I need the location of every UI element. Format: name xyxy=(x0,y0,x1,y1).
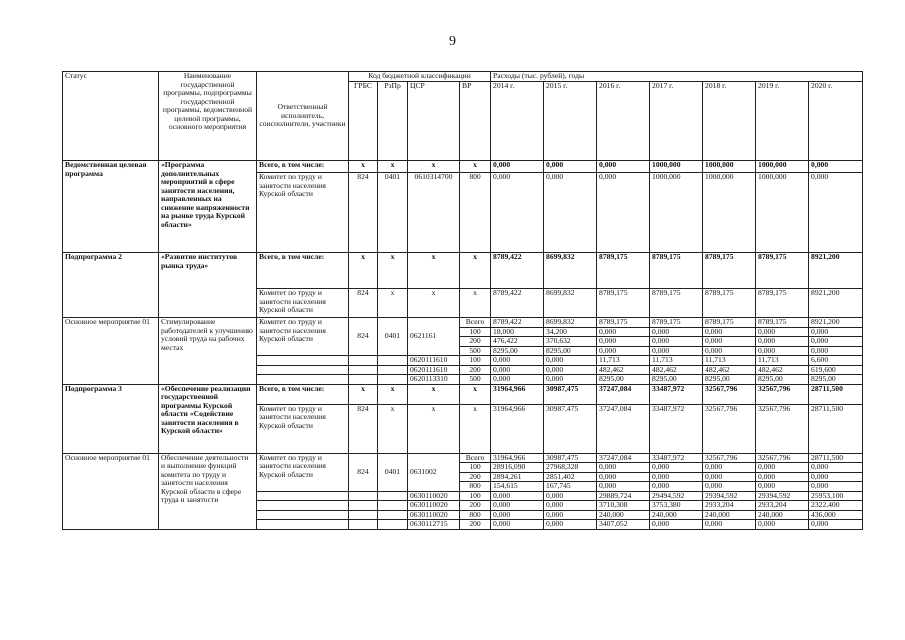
row-rzpr: 0401 xyxy=(378,453,408,491)
row-grbs: 824 xyxy=(349,289,378,318)
cell-value: 31964,966 xyxy=(491,404,544,453)
cell-value: 0,000 xyxy=(544,173,597,253)
cell-value: 0,000 xyxy=(544,501,597,511)
row-vr: Всего xyxy=(460,453,491,463)
cell-value: 482,462 xyxy=(650,365,703,375)
cell-value: 0,000 xyxy=(703,337,756,347)
cell-value: 8789,175 xyxy=(597,289,650,318)
cell-value: 0,000 xyxy=(491,161,544,173)
row-csr: х xyxy=(408,253,460,289)
cell-value: 32567,796 xyxy=(703,453,756,463)
header-year: 2018 г. xyxy=(703,82,756,161)
row-rzpr-blank xyxy=(378,356,408,366)
cell-value: 8789,422 xyxy=(491,289,544,318)
row-responsible-blank xyxy=(257,356,349,366)
cell-value: 0,000 xyxy=(491,510,544,520)
row-vr: 800 xyxy=(460,510,491,520)
cell-value: 29394,592 xyxy=(703,491,756,501)
row-rzpr: х xyxy=(378,289,408,318)
header-year: 2020 г. xyxy=(809,82,863,161)
cell-value: 154,615 xyxy=(491,482,544,492)
row-responsible-blank xyxy=(257,520,349,530)
row-name: «Программа дополнительных мероприятий в сфере занятости населения, направленных на снижение напряженности на рынке труда Курской области» xyxy=(159,161,257,253)
row-grbs: х xyxy=(349,253,378,289)
budget-table xyxy=(62,71,863,530)
cell-value: 0,000 xyxy=(703,327,756,337)
row-rzpr: х xyxy=(378,253,408,289)
cell-value: 32567,796 xyxy=(756,453,809,463)
row-responsible: Комитет по труду и занятости населения Курской области xyxy=(257,289,349,318)
cell-value: 34,200 xyxy=(544,327,597,337)
row-rzpr: 0401 xyxy=(378,318,408,356)
row-grbs-blank xyxy=(349,375,378,385)
cell-value: 33487,972 xyxy=(650,453,703,463)
row-status: Основное мероприятие 01 xyxy=(63,318,159,385)
cell-value: 8295,00 xyxy=(597,375,650,385)
header-row-1 xyxy=(63,72,863,82)
cell-value: 8295,00 xyxy=(544,346,597,356)
cell-value: 37247,084 xyxy=(597,384,650,404)
header-csr: ЦСР xyxy=(408,82,460,161)
row-csr: 0610314700 xyxy=(408,173,460,253)
cell-value: 0,000 xyxy=(491,173,544,253)
row-vr: 200 xyxy=(460,337,491,347)
cell-value: 11,713 xyxy=(703,356,756,366)
cell-value: 2933,204 xyxy=(756,501,809,511)
row-grbs: 824 xyxy=(349,453,378,491)
cell-value: 0,000 xyxy=(597,472,650,482)
cell-value: 0,000 xyxy=(650,482,703,492)
row-grbs: х xyxy=(349,161,378,173)
cell-value: 0,000 xyxy=(544,510,597,520)
cell-value: 0,000 xyxy=(597,173,650,253)
cell-value: 33487,972 xyxy=(650,384,703,404)
row-grbs: 824 xyxy=(349,173,378,253)
cell-value: 2894,261 xyxy=(491,472,544,482)
row-vr: х xyxy=(460,404,491,453)
cell-value: 0,000 xyxy=(597,327,650,337)
cell-value: 31964,966 xyxy=(491,384,544,404)
cell-value: 31964,966 xyxy=(491,453,544,463)
table-row xyxy=(63,318,863,328)
row-name: «Развитие институтов рынка труда» xyxy=(159,253,257,318)
cell-value: 29889,724 xyxy=(597,491,650,501)
cell-value: 0,000 xyxy=(703,346,756,356)
cell-value: 0,000 xyxy=(650,337,703,347)
cell-value: 8295,00 xyxy=(703,375,756,385)
cell-value: 8295,00 xyxy=(756,375,809,385)
row-responsible: Всего, в том числе: xyxy=(257,384,349,404)
row-vr: 200 xyxy=(460,472,491,482)
cell-value: 1000,000 xyxy=(756,173,809,253)
row-grbs: 824 xyxy=(349,318,378,356)
row-csr: 0630112715 xyxy=(408,520,460,530)
cell-value: 8921,200 xyxy=(809,289,863,318)
page-number: 9 xyxy=(449,34,456,49)
cell-value: 0,000 xyxy=(544,356,597,366)
cell-value: 0,000 xyxy=(756,482,809,492)
cell-value: 0,000 xyxy=(650,327,703,337)
cell-value: 8921,200 xyxy=(809,318,863,328)
cell-value: 0,000 xyxy=(597,161,650,173)
table-row xyxy=(63,161,863,173)
cell-value: 0,000 xyxy=(544,491,597,501)
cell-value: 0,000 xyxy=(597,346,650,356)
cell-value: 28711,500 xyxy=(809,453,863,463)
cell-value: 28916,090 xyxy=(491,463,544,473)
cell-value: 0,000 xyxy=(756,463,809,473)
cell-value: 37247,084 xyxy=(597,453,650,463)
header-expenses: Расходы (тыс. рублей), годы xyxy=(491,72,863,82)
header-budget-code: Код бюджетной классификации xyxy=(349,72,491,82)
row-responsible-blank xyxy=(257,501,349,511)
header-year: 2019 г. xyxy=(756,82,809,161)
row-grbs-blank xyxy=(349,501,378,511)
row-rzpr: х xyxy=(378,404,408,453)
cell-value: 0,000 xyxy=(544,161,597,173)
cell-value: 8789,175 xyxy=(756,253,809,289)
cell-value: 8789,422 xyxy=(491,253,544,289)
header-year: 2015 г. xyxy=(544,82,597,161)
row-csr: 0620111610 xyxy=(408,365,460,375)
cell-value: 32567,796 xyxy=(756,404,809,453)
cell-value: 11,713 xyxy=(597,356,650,366)
row-grbs-blank xyxy=(349,520,378,530)
row-responsible: Комитет по труду и занятости населения Курской области xyxy=(257,173,349,253)
cell-value: 6,600 xyxy=(809,356,863,366)
cell-value: 8789,175 xyxy=(756,318,809,328)
row-rzpr-blank xyxy=(378,491,408,501)
cell-value: 240,000 xyxy=(650,510,703,520)
row-csr: х xyxy=(408,289,460,318)
cell-value: 0,000 xyxy=(756,337,809,347)
row-vr: 200 xyxy=(460,501,491,511)
cell-value: 0,000 xyxy=(809,173,863,253)
cell-value: 30987,475 xyxy=(544,384,597,404)
cell-value: 25953,100 xyxy=(809,491,863,501)
row-responsible: Комитет по труду и занятости населения Курской области xyxy=(257,453,349,491)
row-rzpr-blank xyxy=(378,510,408,520)
row-grbs: 824 xyxy=(349,404,378,453)
cell-value: 1000,000 xyxy=(756,161,809,173)
cell-value: 0,000 xyxy=(491,501,544,511)
cell-value: 0,000 xyxy=(491,375,544,385)
row-vr: 500 xyxy=(460,375,491,385)
header-year: 2014 г. xyxy=(491,82,544,161)
cell-value: 0,000 xyxy=(650,463,703,473)
cell-value: 0,000 xyxy=(756,346,809,356)
cell-value: 1000,000 xyxy=(703,161,756,173)
cell-value: 0,000 xyxy=(809,327,863,337)
row-responsible-blank xyxy=(257,375,349,385)
cell-value: 28711,500 xyxy=(809,384,863,404)
cell-value: 8789,175 xyxy=(650,253,703,289)
table-row xyxy=(63,384,863,404)
header-grbs: ГРБС xyxy=(349,82,378,161)
cell-value: 0,000 xyxy=(544,520,597,530)
cell-value: 370,632 xyxy=(544,337,597,347)
cell-value: 3710,308 xyxy=(597,501,650,511)
cell-value: 0,000 xyxy=(809,337,863,347)
header-year: 2017 г. xyxy=(650,82,703,161)
cell-value: 18,000 xyxy=(491,327,544,337)
cell-value: 29494,592 xyxy=(650,491,703,501)
cell-value: 8789,175 xyxy=(650,318,703,328)
table-row xyxy=(63,453,863,463)
cell-value: 11,713 xyxy=(650,356,703,366)
row-csr: х xyxy=(408,161,460,173)
row-vr: х xyxy=(460,289,491,318)
cell-value: 30987,475 xyxy=(544,404,597,453)
cell-value: 0,000 xyxy=(703,463,756,473)
cell-value: 0,000 xyxy=(491,520,544,530)
row-vr: 100 xyxy=(460,327,491,337)
cell-value: 619,600 xyxy=(809,365,863,375)
cell-value: 2851,402 xyxy=(544,472,597,482)
cell-value: 8921,200 xyxy=(809,253,863,289)
cell-value: 0,000 xyxy=(650,346,703,356)
cell-value: 8699,832 xyxy=(544,253,597,289)
cell-value: 30987,475 xyxy=(544,453,597,463)
row-csr: 0630110020 xyxy=(408,510,460,520)
row-responsible-blank xyxy=(257,510,349,520)
cell-value: 8789,175 xyxy=(756,289,809,318)
cell-value: 8699,832 xyxy=(544,318,597,328)
cell-value: 482,462 xyxy=(703,365,756,375)
cell-value: 0,000 xyxy=(597,482,650,492)
cell-value: 8789,175 xyxy=(650,289,703,318)
cell-value: 8789,175 xyxy=(597,253,650,289)
cell-value: 240,000 xyxy=(597,510,650,520)
header-name: Наименование государственной программы, подпрограммы государственной программы, ведомственной целевой программы, основного мероприятия xyxy=(159,72,257,161)
cell-value: 482,462 xyxy=(597,365,650,375)
cell-value: 32567,796 xyxy=(703,404,756,453)
table-row xyxy=(63,253,863,289)
cell-value: 32567,796 xyxy=(756,384,809,404)
cell-value: 0,000 xyxy=(491,365,544,375)
row-responsible-blank xyxy=(257,491,349,501)
cell-value: 32567,796 xyxy=(703,384,756,404)
cell-value: 8295,00 xyxy=(809,375,863,385)
row-status: Подпрограмма 2 xyxy=(63,253,159,318)
cell-value: 0,000 xyxy=(756,520,809,530)
row-vr: 800 xyxy=(460,173,491,253)
row-rzpr: х xyxy=(378,384,408,404)
row-vr: 200 xyxy=(460,520,491,530)
row-csr: 0631002 xyxy=(408,453,460,491)
row-status: Основное мероприятие 01 xyxy=(63,453,159,529)
cell-value: 33487,972 xyxy=(650,404,703,453)
cell-value: 482,462 xyxy=(756,365,809,375)
cell-value: 11,713 xyxy=(756,356,809,366)
cell-value: 240,000 xyxy=(756,510,809,520)
row-grbs: х xyxy=(349,384,378,404)
header-rzpr: РзПр xyxy=(378,82,408,161)
header-status: Статус xyxy=(63,72,159,161)
row-responsible-blank xyxy=(257,365,349,375)
cell-value: 37247,084 xyxy=(597,404,650,453)
cell-value: 0,000 xyxy=(491,356,544,366)
cell-value: 27968,328 xyxy=(544,463,597,473)
row-csr: 0620113310 xyxy=(408,375,460,385)
cell-value: 167,745 xyxy=(544,482,597,492)
cell-value: 0,000 xyxy=(703,482,756,492)
row-vr: 100 xyxy=(460,463,491,473)
row-grbs-blank xyxy=(349,510,378,520)
row-vr: 200 xyxy=(460,365,491,375)
cell-value: 0,000 xyxy=(809,520,863,530)
row-responsible: Всего, в том числе: xyxy=(257,253,349,289)
cell-value: 0,000 xyxy=(809,346,863,356)
cell-value: 8295,00 xyxy=(491,346,544,356)
cell-value: 8789,175 xyxy=(703,318,756,328)
cell-value: 8789,175 xyxy=(597,318,650,328)
cell-value: 0,000 xyxy=(703,472,756,482)
row-status: Подпрограмма 3 xyxy=(63,384,159,453)
row-name: Стимулирование работодателей к улучшению условий труда на рабочих местах xyxy=(159,318,257,385)
row-responsible: Всего, в том числе: xyxy=(257,161,349,173)
row-responsible: Комитет по труду и занятости населения Курской области xyxy=(257,318,349,356)
cell-value: 1000,000 xyxy=(650,161,703,173)
cell-value: 0,000 xyxy=(756,327,809,337)
cell-value: 8295,00 xyxy=(650,375,703,385)
cell-value: 436,000 xyxy=(809,510,863,520)
cell-value: 3407,052 xyxy=(597,520,650,530)
cell-value: 240,000 xyxy=(703,510,756,520)
row-vr: 500 xyxy=(460,346,491,356)
cell-value: 0,000 xyxy=(809,472,863,482)
row-vr: 100 xyxy=(460,356,491,366)
row-csr: х xyxy=(408,384,460,404)
row-vr: Всего xyxy=(460,318,491,328)
row-rzpr: 0401 xyxy=(378,173,408,253)
cell-value: 29394,592 xyxy=(756,491,809,501)
row-rzpr-blank xyxy=(378,365,408,375)
cell-value: 0,000 xyxy=(809,482,863,492)
row-name: «Обеспечение реализации государственной программы Курской области «Содействие занятости населения в Курской области» xyxy=(159,384,257,453)
row-csr: 0630110020 xyxy=(408,491,460,501)
row-csr: 0630110020 xyxy=(408,501,460,511)
row-grbs-blank xyxy=(349,365,378,375)
row-csr: 0621161 xyxy=(408,318,460,356)
cell-value: 8789,175 xyxy=(703,253,756,289)
cell-value: 1000,000 xyxy=(703,173,756,253)
row-name: Обеспечение деятельности и выполнение функций комитета по труду и занятости населения Курской области в сфере труда и занятости xyxy=(159,453,257,529)
cell-value: 8699,832 xyxy=(544,289,597,318)
cell-value: 0,000 xyxy=(756,472,809,482)
row-rzpr: х xyxy=(378,161,408,173)
row-responsible: Комитет по труду и занятости населения Курской области xyxy=(257,404,349,453)
row-csr: х xyxy=(408,404,460,453)
cell-value: 28711,500 xyxy=(809,404,863,453)
cell-value: 0,000 xyxy=(597,337,650,347)
cell-value: 2322,400 xyxy=(809,501,863,511)
cell-value: 1000,000 xyxy=(650,173,703,253)
row-rzpr-blank xyxy=(378,520,408,530)
cell-value: 0,000 xyxy=(597,463,650,473)
row-vr: 100 xyxy=(460,491,491,501)
row-vr: х xyxy=(460,253,491,289)
cell-value: 8789,175 xyxy=(703,289,756,318)
row-status: Ведомственная целевая программа xyxy=(63,161,159,253)
cell-value: 0,000 xyxy=(809,161,863,173)
cell-value: 0,000 xyxy=(544,375,597,385)
cell-value: 0,000 xyxy=(703,520,756,530)
row-rzpr-blank xyxy=(378,375,408,385)
cell-value: 8789,422 xyxy=(491,318,544,328)
row-grbs-blank xyxy=(349,356,378,366)
cell-value: 3753,380 xyxy=(650,501,703,511)
header-year: 2016 г. xyxy=(597,82,650,161)
row-grbs-blank xyxy=(349,491,378,501)
row-vr: 800 xyxy=(460,482,491,492)
cell-value: 476,422 xyxy=(491,337,544,347)
cell-value: 0,000 xyxy=(650,472,703,482)
cell-value: 0,000 xyxy=(809,463,863,473)
row-vr: х xyxy=(460,161,491,173)
header-vr: ВР xyxy=(460,82,491,161)
row-rzpr-blank xyxy=(378,501,408,511)
cell-value: 0,000 xyxy=(544,365,597,375)
row-vr: х xyxy=(460,384,491,404)
cell-value: 0,000 xyxy=(491,491,544,501)
row-csr: 0620111610 xyxy=(408,356,460,366)
cell-value: 2933,204 xyxy=(703,501,756,511)
cell-value: 0,000 xyxy=(650,520,703,530)
header-responsible: Ответственный исполнитель, соисполнители, участники xyxy=(257,72,349,161)
